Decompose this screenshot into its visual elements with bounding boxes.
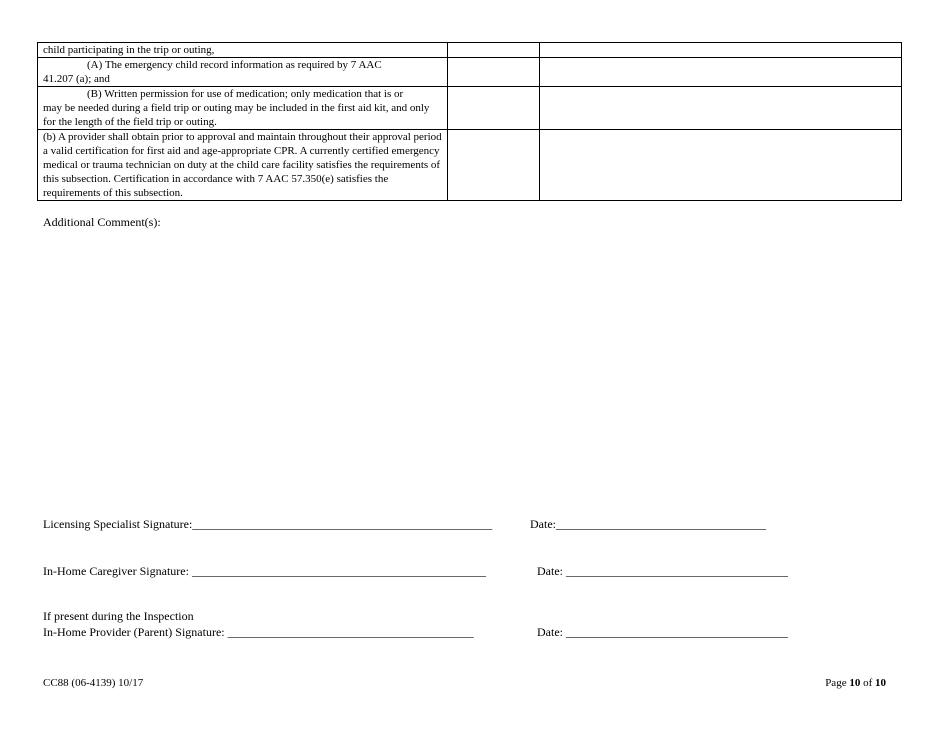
notes-cell[interactable] — [540, 87, 902, 130]
table-row — [38, 87, 902, 130]
page-number: Page 10 of 10 — [825, 677, 886, 689]
requirement-text: (b) A provider shall obtain prior to approval and maintain throughout their approval period a valid certification for first aid and age-appropriate CPR. A currently certified emergency medical or trauma technician on duty at the child care facility satisfies the requirements of this subsection. Certification in accordance with 7 AAC 57.350(e) satisfies the requirements of this subsection. — [38, 130, 448, 201]
status-cell[interactable] — [448, 130, 540, 201]
notes-cell[interactable] — [540, 130, 902, 201]
licensing-signature-line[interactable]: Licensing Specialist Signature:__________________________________________________ — [43, 517, 493, 531]
table-row — [38, 43, 902, 58]
licensing-date-line[interactable]: Date:___________________________________ — [530, 517, 766, 531]
notes-cell[interactable] — [540, 43, 902, 58]
requirement-text: child participating in the trip or outing, — [38, 43, 448, 58]
notes-cell[interactable] — [540, 58, 902, 87]
status-cell[interactable] — [448, 58, 540, 87]
requirement-text: (B) Written permission for use of medication; only medication that is or may be needed during a field trip or outing may be included in the first aid kit, and only for the length of the field trip or outing. — [38, 87, 448, 130]
status-cell[interactable] — [448, 43, 540, 58]
caregiver-date-line[interactable]: Date: _____________________________________ — [537, 564, 788, 578]
table-row — [38, 58, 902, 87]
parent-signature-line[interactable]: In-Home Provider (Parent) Signature: _________________________________________ — [43, 625, 474, 639]
parent-presence-note: If present during the Inspection — [43, 609, 194, 623]
requirements-table — [37, 42, 902, 201]
table-row — [38, 130, 902, 201]
parent-date-line[interactable]: Date: _____________________________________ — [537, 625, 788, 639]
requirement-text: (A) The emergency child record information as required by 7 AAC 41.207 (a); and — [38, 58, 448, 87]
form-id: CC88 (06-4139) 10/17 — [43, 677, 144, 689]
additional-comments-label: Additional Comment(s): — [43, 215, 161, 229]
caregiver-signature-line[interactable]: In-Home Caregiver Signature: _________________________________________________ — [43, 564, 486, 578]
status-cell[interactable] — [448, 87, 540, 130]
